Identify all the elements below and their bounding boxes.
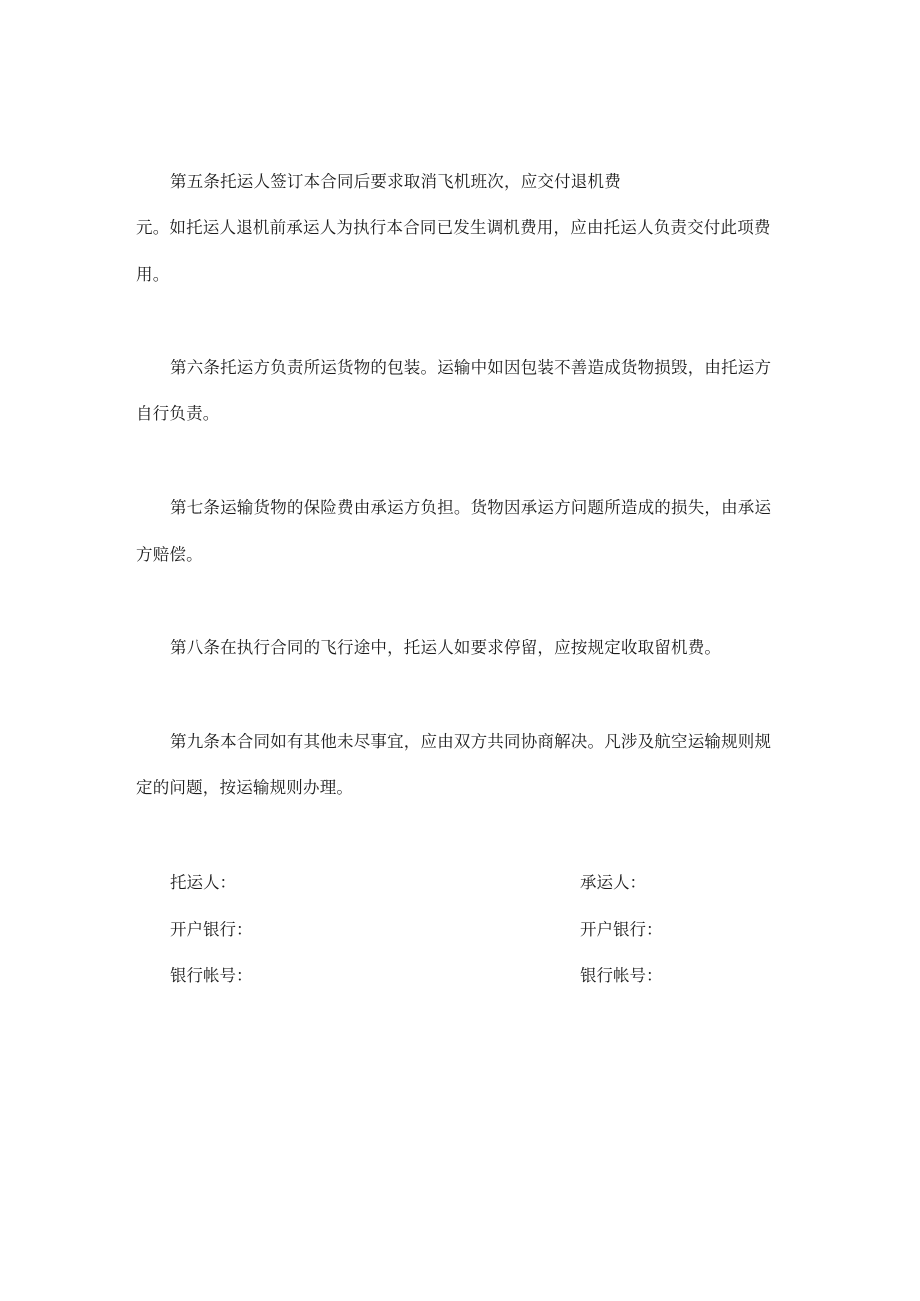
carrier-label: 承运人： bbox=[580, 873, 646, 892]
carrier-bank-label: 开户银行： bbox=[580, 920, 663, 939]
article-6-line-1: 第六条托运方负责所运货物的包装。运输中如因包装不善造成货物损毁，由托运方 bbox=[170, 358, 772, 377]
article-9-line-2: 定的问题，按运输规则办理。 bbox=[136, 778, 354, 797]
article-5-line-2: 元。如托运人退机前承运人为执行本合同已发生调机费用，应由托运人负责交付此项费 bbox=[136, 218, 771, 237]
shipper-bank-label: 开户银行： bbox=[170, 920, 253, 939]
article-7-line-2: 方赔偿。 bbox=[136, 545, 203, 564]
article-7-line-1: 第七条运输货物的保险费由承运方负担。货物因承运方问题所造成的损失，由承运 bbox=[170, 498, 772, 517]
carrier-account-label: 银行帐号： bbox=[580, 966, 663, 985]
article-6-line-2: 自行负责。 bbox=[136, 404, 220, 423]
shipper-label: 托运人： bbox=[170, 873, 236, 892]
article-5-line-1: 第五条托运人签订本合同后要求取消飞机班次，应交付退机费 bbox=[170, 172, 621, 191]
article-5-line-3: 用。 bbox=[136, 265, 170, 284]
article-9-line-1: 第九条本合同如有其他未尽事宜，应由双方共同协商解决。凡涉及航空运输规则规 bbox=[170, 732, 772, 751]
shipper-account-label: 银行帐号： bbox=[170, 966, 253, 985]
article-8-line-1: 第八条在执行合同的飞行途中，托运人如要求停留，应按规定收取留机费。 bbox=[170, 638, 722, 657]
